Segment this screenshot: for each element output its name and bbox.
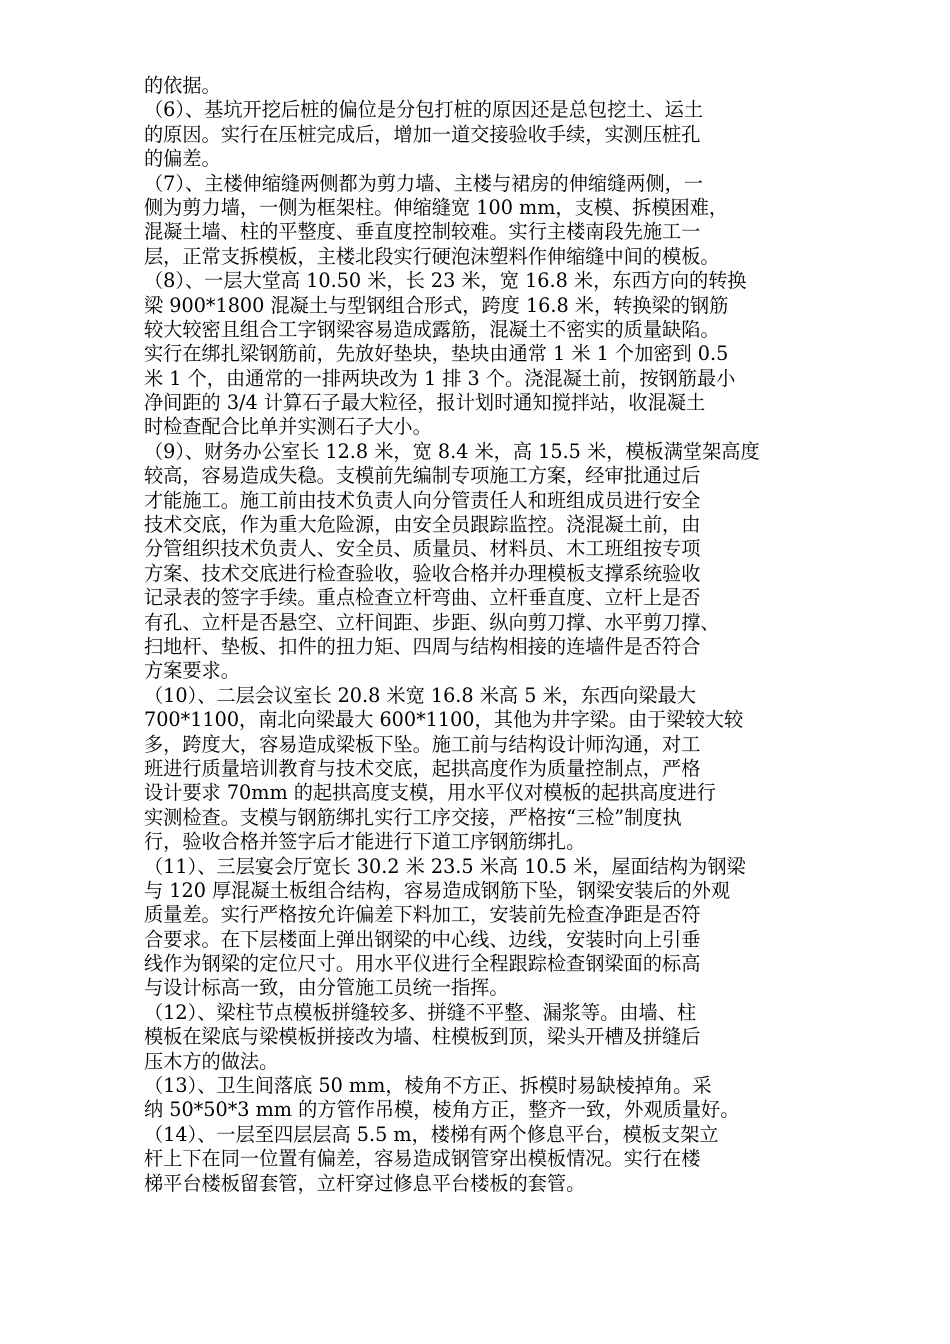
text-line: 净间距的 3/4 计算石子最大粒径，报计划时通知搅拌站，收混凝土 [144, 391, 706, 415]
text-line: 实测检查。支模与钢筋绑扎实行工序交接，严格按“三检”制度执 [144, 805, 682, 829]
text-line: （6）、基坑开挖后桩的偏位是分包打桩的原因还是总包挖土、运土 [144, 98, 704, 122]
text-line: 模板在梁底与梁模板拼接改为墙、柱模板到顶，梁头开槽及拼缝后 [144, 1025, 701, 1049]
text-line: 与设计标高一致，由分管施工员统一指挥。 [144, 976, 509, 1000]
text-line: 行，验收合格并签字后才能进行下道工序钢筋绑扎。 [144, 830, 586, 854]
text-line: （14）、一层至四层层高 5.5 m，楼梯有两个修息平台，模板支架立 [144, 1122, 719, 1146]
text-line: 纳 50*50*3 mm 的方管作吊模，棱角方正，整齐一致，外观质量好。 [144, 1098, 740, 1122]
text-line: 班进行质量培训教育与技术交底，起拱高度作为质量控制点，严格 [144, 756, 701, 780]
text-line: 有孔、立杆是否悬空、立杆间距、步距、纵向剪刀撑、水平剪刀撑、 [144, 610, 720, 634]
text-line: （7）、主楼伸缩缝两侧都为剪力墙、主楼与裙房的伸缩缝两侧，一 [144, 171, 704, 195]
text-line: 的偏差。 [144, 147, 221, 171]
text-line: 梁 900*1800 混凝土与型钢组合形式，跨度 16.8 米，转换梁的钢筋 [144, 293, 729, 317]
text-line: 分管组织技术负责人、安全员、质量员、材料员、木工班组按专项 [144, 537, 701, 561]
text-line: （11）、三层宴会厅宽长 30.2 米 23.5 米高 10.5 米，屋面结构为钢梁 [144, 854, 746, 878]
text-line: 质量差。实行严格按允许偏差下料加工，安装前先检查净距是否符 [144, 903, 701, 927]
text-line: 700*1100，南北向梁最大 600*1100，其他为井字梁。由于梁较大较 [144, 708, 744, 732]
text-line: 较大较密且组合工字钢梁容易造成露筋，混凝土不密实的质量缺陷。 [144, 317, 720, 341]
text-line: 才能施工。施工前由技术负责人向分管责任人和班组成员进行安全 [144, 488, 701, 512]
text-line: （9）、财务办公室长 12.8 米，宽 8.4 米，高 15.5 米，模板满堂架高度 [144, 439, 760, 463]
text-line: 扫地杆、垫板、扣件的扭力矩、四周与结构相接的连墙件是否符合 [144, 634, 701, 658]
text-line: 时检查配合比单并实测石子大小。 [144, 415, 432, 439]
text-line: 线作为钢梁的定位尺寸。用水平仪进行全程跟踪检查钢梁面的标高 [144, 952, 701, 976]
text-line: （8）、一层大堂高 10.50 米，长 23 米，宽 16.8 米，东西方向的转换 [144, 269, 747, 293]
text-line: 记录表的签字手续。重点检查立杆弯曲、立杆垂直度、立杆上是否 [144, 586, 701, 610]
text-line: 实行在绑扎梁钢筋前，先放好垫块，垫块由通常 1 米 1 个加密到 0.5 [144, 342, 729, 366]
text-line: （13）、卫生间落底 50 mm，棱角不方正、拆模时易缺棱掉角。采 [144, 1074, 712, 1098]
text-line: 的原因。实行在压桩完成后，增加一道交接验收手续，实测压桩孔 [144, 122, 701, 146]
text-line: 混凝土墙、柱的平整度、垂直度控制较难。实行主楼南段先施工一 [144, 220, 701, 244]
text-line: 多，跨度大，容易造成梁板下坠。施工前与结构设计师沟通，对工 [144, 732, 701, 756]
text-line: 设计要求 70mm 的起拱高度支模，用水平仪对模板的起拱高度进行 [144, 781, 716, 805]
text-line: 较高，容易造成失稳。支模前先编制专项施工方案，经审批通过后 [144, 464, 701, 488]
text-line: 压木方的做法。 [144, 1049, 279, 1073]
text-line: 与 120 厚混凝土板组合结构，容易造成钢筋下坠，钢梁安装后的外观 [144, 878, 731, 902]
text-line: 的依据。 [144, 74, 221, 97]
text-line: 层，正常支拆模板，主楼北段实行硬泡沫塑料作伸缩缝中间的模板。 [144, 244, 720, 268]
text-line: 米 1 个，由通常的一排两块改为 1 排 3 个。浇混凝土前，按钢筋最小 [144, 366, 736, 390]
text-line: （12）、梁柱节点模板拼缝较多、拼缝不平整、漏浆等。由墙、柱 [144, 1000, 697, 1024]
text-line: 方案、技术交底进行检查验收，验收合格并办理模板支撑系统验收 [144, 561, 701, 585]
text-line: 技术交底，作为重大危险源，由安全员跟踪监控。浇混凝土前，由 [144, 513, 701, 537]
text-line: （10）、二层会议室长 20.8 米宽 16.8 米高 5 米，东西向梁最大 [144, 683, 696, 707]
text-line: 方案要求。 [144, 659, 240, 683]
body-text [144, 74, 824, 1196]
text-line: 梯平台楼板留套管，立杆穿过修息平台楼板的套管。 [144, 1171, 586, 1195]
text-line: 合要求。在下层楼面上弹出钢梁的中心线、边线，安装时向上引垂 [144, 927, 701, 951]
text-line: 侧为剪力墙，一侧为框架柱。伸缩缝宽 100 mm，支模、拆模困难， [144, 195, 729, 219]
text-line: 杆上下在同一位置有偏差，容易造成钢管穿出模板情况。实行在楼 [144, 1147, 701, 1171]
